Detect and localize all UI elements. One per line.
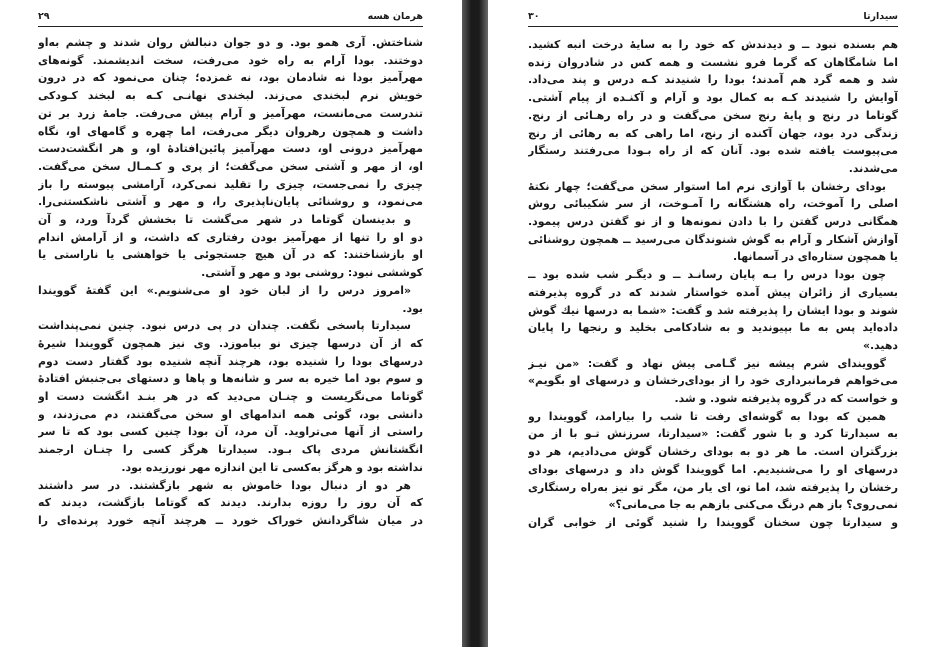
text-line: آوازش آشکار و آرام به گوش شنوندگان می‌رسید ــ همچون روشنائی	[528, 232, 898, 246]
text-line: می‌شدند.	[848, 161, 898, 175]
text-line: زندگی درد بود، جهان آکنده از رنج، اما راهی که به رهائی از رنج	[528, 126, 898, 140]
text-line: داده‌اید پس به ما بپیوندید و به شادکامی بخلید و رنجها را پایان	[528, 321, 898, 335]
text-line: گوویندای شرم پیشه نیز گـامی پیش نهاد و گفت: «من نیـز	[528, 356, 886, 370]
text-line: مهرآمیز درونی او، دست مهرآمیز پائین‌افتادهٔ او، و هر انگشت‌دست	[38, 142, 423, 156]
text-line: و سیدارتا چون سخنان گوویندا را شنید گوئی از خوابی گران	[528, 515, 898, 529]
text-line: بود.	[402, 301, 423, 315]
text-line: یا همچون ستاره‌ای در آسمانها.	[732, 250, 898, 264]
text-line: انگشتانش مردی پاک بـود. سیدارتا هرگز کسی را چنـان ارجمند	[38, 443, 423, 457]
book-gutter	[462, 0, 488, 647]
text-line: به سیدارتا کرد و با شور گفت: «سیدارتا، سرزنش تـو با از من	[528, 427, 898, 441]
left-page-header	[38, 10, 423, 27]
text-line: اما شامگاهان که گرما فرو نشست و همه کس در شادروان زنده	[528, 55, 898, 69]
text-line: او بازشناختند: که در آن هیچ جستجوئی یا خواهشی یا ناراستی یا	[38, 248, 423, 262]
text-line: مهرآمیز بودا نه شادمان بود، نه غمزده؛ چنان می‌نمود که در درون	[38, 71, 423, 85]
text-line: بسیاری از زائران پیش آمده خواستار شدند که در گروه پذیرفته	[528, 285, 898, 299]
running-title: هرمان هسه	[367, 11, 423, 22]
running-title: سیدارتا	[863, 11, 898, 22]
text-line: گوتاما در رنج و پایهٔ رنج سخن می‌گفت و در راه رهـائی از رنج.	[528, 108, 898, 122]
text-line: بزرگتران است. ما هر دو به بودای رخشان گوش می‌دادیم، هر دو	[528, 445, 898, 459]
text-line: همین که بودا به گوشه‌ای رفت تا شب را بیارامد، گوویندا رو	[528, 409, 886, 423]
text-line: که از آن درسها چیزی نو بیاموزد. وی نیز همچون گوویندا شیرهٔ	[38, 336, 423, 350]
text-line: اصلی را آموخت، راه هشتگانه را آمـوخت، از سر شکیبائی روش	[528, 197, 898, 211]
text-line: شوند و بودا ایشان را پذیرفته شد و گفت: «شما به درسها نیك گوش	[528, 303, 898, 317]
text-line: دوختند. بودا آرام به راه خود می‌رفت، سخت اندیشمند. گونه‌های	[38, 53, 423, 67]
text-line: که آن روز را روزه بدارند. دیدند که گوتاما بازگشت، دیدند که	[38, 496, 423, 510]
right-book-page	[488, 0, 927, 647]
text-line: نمی‌روی؟ باز هم درنگ می‌کنی بازهم به جا می‌مانی؟»	[608, 498, 898, 512]
text-line: و سوم بود اما خیره به سر و شانه‌ها و پاها و دستهای بی‌جنبش افتادهٔ	[38, 372, 423, 386]
text-line: می‌خواهم فرمانبرداری خود را از بودای‌رخشان و درسهای او بگویم»	[528, 374, 898, 388]
text-line: کوششی نبود: روشنی بود و مهر و آشتی.	[201, 266, 423, 280]
left-book-page	[0, 0, 462, 647]
left-page-body	[38, 34, 423, 530]
text-line: دهید.»	[862, 338, 898, 352]
text-line: بودای رخشان با آوازی نرم اما استوار سخن می‌گفت؛ چهار نکتهٔ	[528, 179, 886, 193]
text-line: راستی از آنها می‌تراوید. آن مرد، آن بودا چنین کسی بود که تا سر	[38, 425, 423, 439]
text-line: داشت و همچون رهروان دیگر می‌رفت، اما چهره و گامهای او، نگاه	[38, 124, 423, 138]
text-line: درسهای او را می‌شنیدیم. اما گوویندا گوش داد و درسهای بودای	[528, 462, 898, 476]
right-page-header	[528, 10, 898, 27]
text-line: چون بودا درس را بـه پایان رسانـد ــ و دیگـر شب شده بود ــ	[528, 268, 886, 282]
text-line: و خواست که در گروه پذیرفته شود. و شد.	[674, 392, 898, 406]
text-line: رخشان را پذیرفته شد، اما تو، ای یار من، مگر تو نیز به‌راه رستگاری	[528, 480, 898, 494]
text-line: می‌نمود، و روشنائی پایان‌ناپذیری را، و مهر و آشتی ناشکستنی‌را.	[38, 195, 423, 209]
page-number: ۳۰	[528, 11, 540, 22]
text-line: خویش نرم لبخندی می‌زند. لبخندی نهانـی کـه به لبخند کـودکی	[38, 89, 423, 103]
text-line: چیزی را نمی‌جست، چیزی را تقلید نمی‌کرد، آرامشی پیوسته را باز	[38, 177, 423, 191]
text-line: گوتاما می‌نگریست و چنـان می‌دید که در هر بنـد انگشت دست او	[38, 390, 423, 404]
text-line: هر دو از دنبال بودا خاموش به شهر بازگشتند. در سر داشتند	[38, 478, 411, 492]
text-line: او، از مهر و آشتی سخن می‌گفت؛ از پری و کـمـال سخن می‌گفت.	[38, 159, 423, 173]
text-line: درسهای بودا را شنیده بود، هرچند آنچه شنیده بود گفتار دست دوم	[38, 354, 423, 368]
text-line: «امروز درس را از لبان خود او می‌شنویم.» این گفتهٔ گوویندا	[38, 283, 411, 297]
text-line: شناختش. آری همو بود. و دو جوان دنبالش روان شدند و چشم به‌او	[38, 36, 423, 49]
text-line: نداشته بود و هرگز به‌کسی تا این اندازه مهر نورزیده بود.	[121, 460, 423, 474]
text-line: شد و همه گرد هم آمدند؛ بودا را شنیدند کـه درس و پند می‌داد.	[528, 73, 898, 87]
text-line: هم بسنده نبود ــ و دیدندش که خود را به سایهٔ درخت انبه کشید.	[528, 38, 898, 51]
text-line: و بدینسان گوتاما در شهر می‌گشت تا بخشش گردآ ورد، و آن	[38, 213, 411, 227]
text-line: دانشی بود، گوئی همه اندامهای او سخن می‌گفتند، دم می‌زدند، و	[38, 407, 423, 421]
text-line: می‌پیوست یافته شده بود. آنان که از راه بـودا می‌رفتند رستگار	[528, 144, 898, 158]
text-line: سیدارتا پاسخی نگفت. چندان در پی درس نبود. چنین نمی‌پنداشت	[38, 319, 411, 333]
page-number: ۲۹	[38, 11, 50, 22]
text-line: همگانی درس گفتن را با دادن نمونه‌ها و از نو گفتن درس پیمود.	[528, 215, 898, 229]
text-line: آوایش را شنیدند کـه به کمال بود و آرام و آکنـده از پیام آشتی.	[528, 91, 898, 105]
text-line: در میان شاگردانش خوراک خورد ــ هرچند آنچه خورد پرنده‌ای را	[38, 513, 423, 527]
text-line: تندرست می‌مانست، مهرآمیز و آرام پیش می‌رفت. جامهٔ زرد بر تن	[38, 106, 423, 120]
text-line: دو او را تنها از مهرآمیز بودن رفتاری که داشت، و از آرامش اندام	[38, 230, 423, 244]
right-page-body	[528, 36, 898, 532]
